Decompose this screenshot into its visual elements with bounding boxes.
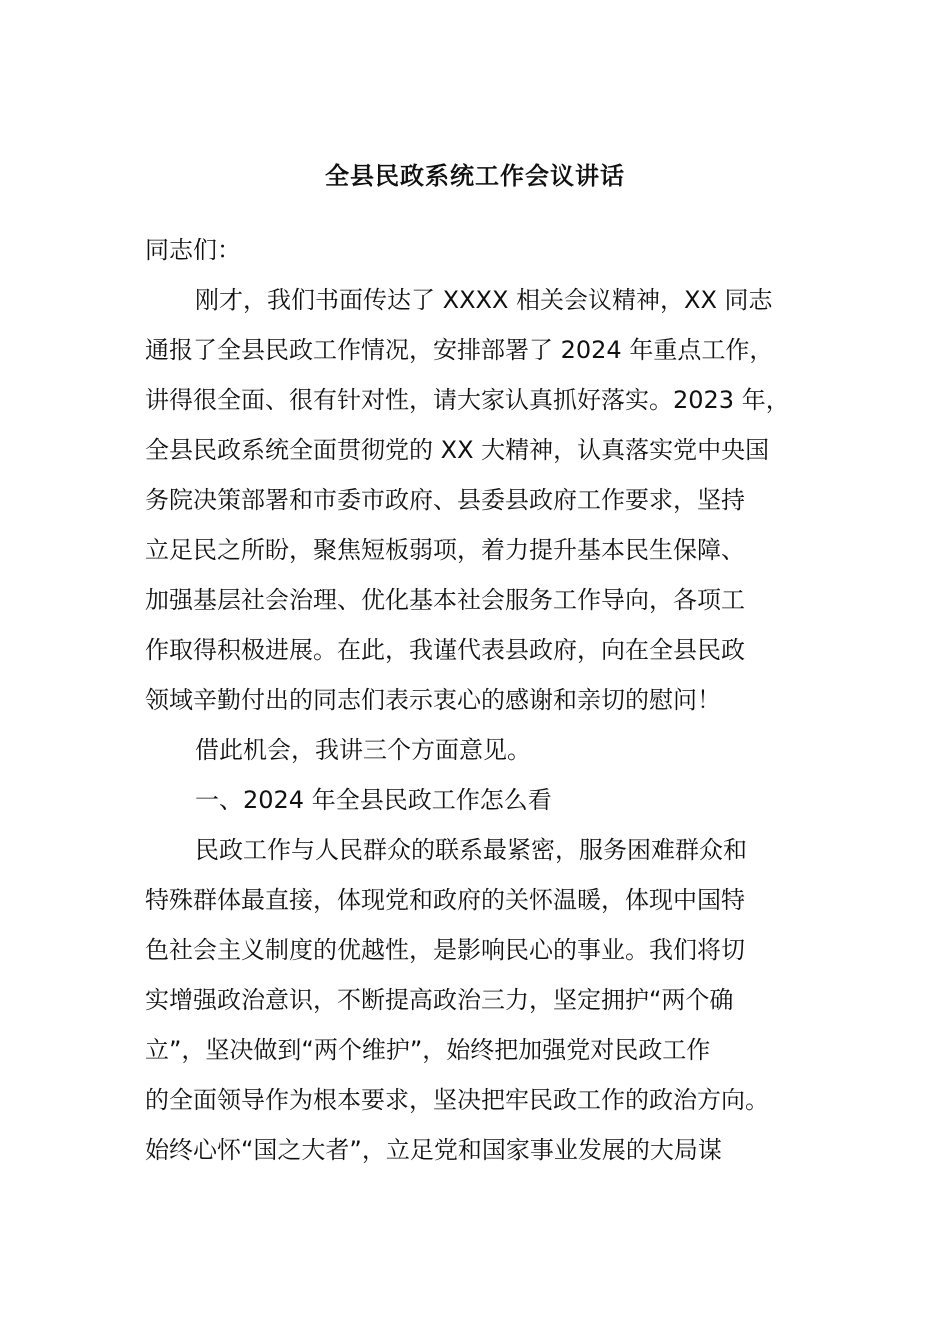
paragraph-line: 借此机会，我讲三个方面意见。: [195, 736, 531, 764]
paragraph-line: 立足民之所盼，聚焦短板弱项，着力提升基本民生保障、: [145, 536, 745, 564]
paragraph-line: 作取得积极进展。在此，我谨代表县政府，向在全县民政: [145, 636, 745, 664]
document-title: 全县民政系统工作会议讲话: [325, 162, 625, 190]
paragraph-line: 刚才，我们书面传达了 XXXX 相关会议精神，XX 同志: [195, 286, 773, 314]
paragraph-line: 始终心怀“国之大者”，立足党和国家事业发展的大局谋: [145, 1136, 722, 1164]
paragraph-line: 立”，坚决做到“两个维护”，始终把加强党对民政工作: [145, 1036, 711, 1064]
paragraph-line: 讲得很全面、很有针对性，请大家认真抓好落实。2023 年，: [145, 386, 790, 414]
paragraph-line: 民政工作与人民群众的联系最紧密，服务困难群众和: [195, 836, 747, 864]
paragraph-line: 领域辛勤付出的同志们表示衷心的感谢和亲切的慰问！: [145, 686, 721, 714]
paragraph-line: 的全面领导作为根本要求，坚决把牢民政工作的政治方向。: [145, 1086, 769, 1114]
section-heading: 一、2024 年全县民政工作怎么看: [195, 786, 552, 814]
paragraph-line: 务院决策部署和市委市政府、县委县政府工作要求，坚持: [145, 486, 745, 514]
paragraph-line: 特殊群体最直接，体现党和政府的关怀温暖，体现中国特: [145, 886, 745, 914]
paragraph-line: 实增强政治意识，不断提高政治三力，坚定拥护“两个确: [145, 986, 734, 1014]
paragraph-line: 加强基层社会治理、优化基本社会服务工作导向，各项工: [145, 586, 745, 614]
paragraph-line: 色社会主义制度的优越性，是影响民心的事业。我们将切: [145, 936, 745, 964]
salutation: 同志们：: [145, 236, 241, 264]
paragraph-line: 通报了全县民政工作情况，安排部署了 2024 年重点工作，: [145, 336, 774, 364]
paragraph-line: 全县民政系统全面贯彻党的 XX 大精神，认真落实党中央国: [145, 436, 770, 464]
